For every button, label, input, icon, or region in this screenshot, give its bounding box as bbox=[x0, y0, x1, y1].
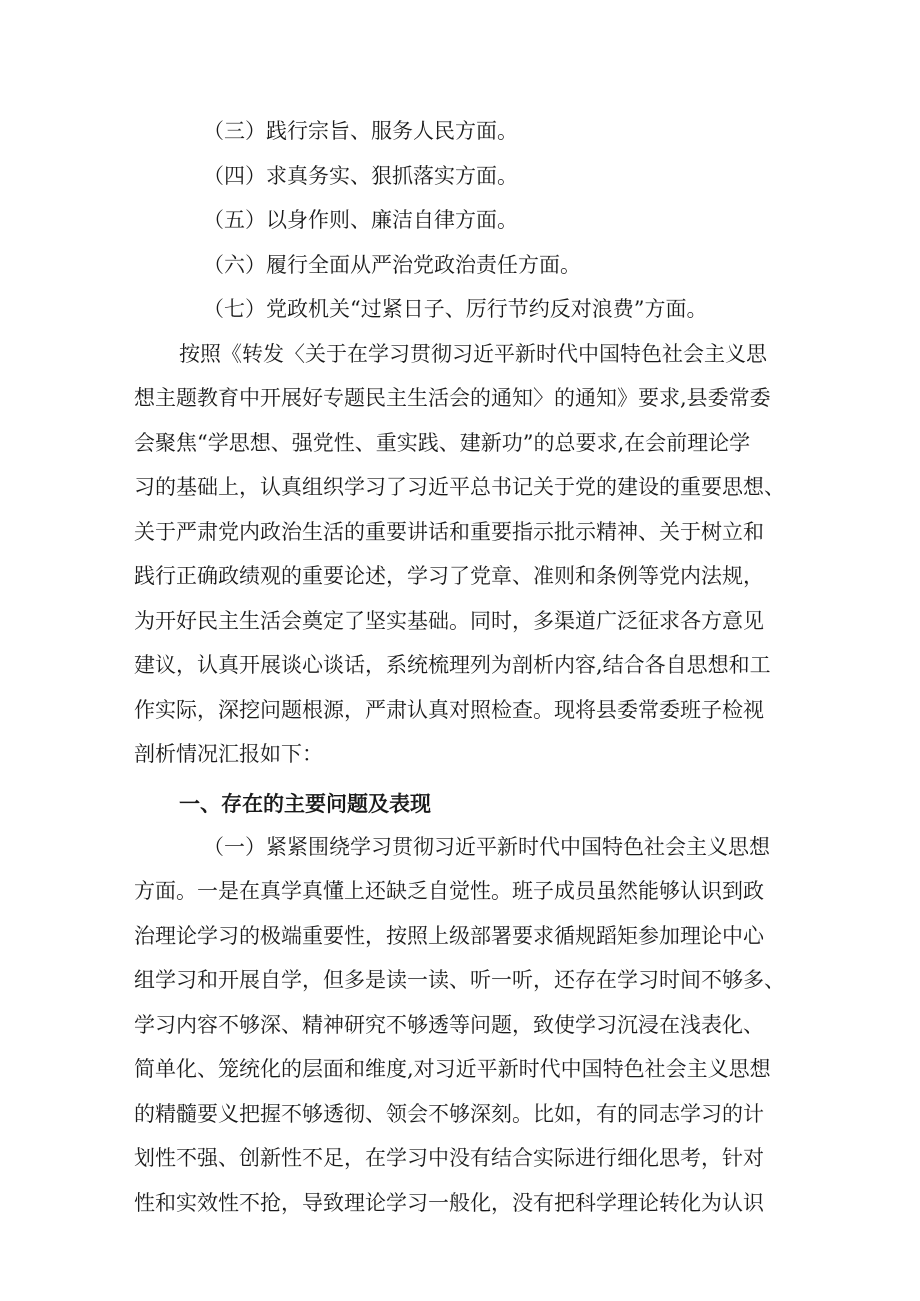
intro-line: 会聚焦“学思想、强党性、重实践、建新功”的总要求,在会前理论学 bbox=[134, 431, 751, 455]
intro-line: 建议，认真开展谈心谈话，系统梳理列为剖析内容,结合各自思想和工 bbox=[134, 653, 771, 677]
section-line: 划性不强、创新性不足，在学习中没有结合实际进行细化思考，针对 bbox=[134, 1146, 764, 1170]
section-line: 简单化、笼统化的层面和维度,对习近平新时代中国特色社会主义思想 bbox=[134, 1057, 771, 1081]
intro-line: 关于严肃党内政治生活的重要讲话和重要指示批示精神、关于树立和 bbox=[134, 520, 764, 544]
intro-line: 剖析情况汇报如下： bbox=[134, 742, 323, 766]
intro-line: 作实际，深挖问题根源，严肃认真对照检查。现将县委常委班子检视 bbox=[134, 698, 764, 722]
section-line: （一）紧紧围绕学习贯彻习近平新时代中国特色社会主义思想 bbox=[203, 835, 770, 859]
list-item-3: （三）践行宗旨、服务人民方面。 bbox=[203, 119, 518, 143]
section-heading: 一、存在的主要问题及表现 bbox=[179, 792, 431, 816]
section-line: 治理论学习的极端重要性，按照上级部署要求循规蹈矩参加理论中心 bbox=[134, 924, 764, 948]
intro-line: 想主题教育中开展好专题民主生活会的通知〉的通知》要求,县委常委 bbox=[134, 386, 771, 410]
list-item-6: （六）履行全面从严治党政治责任方面。 bbox=[203, 253, 581, 277]
list-item-5: （五）以身作则、廉洁自律方面。 bbox=[203, 208, 518, 232]
intro-line: 为开好民主生活会奠定了坚实基础。同时，多渠道广泛征求各方意见 bbox=[134, 609, 764, 633]
section-line: 组学习和开展自学，但多是读一读、听一听，还存在学习时间不够多、 bbox=[134, 968, 785, 992]
intro-line: 践行正确政绩观的重要论述，学习了党章、准则和条例等党内法规， bbox=[134, 564, 764, 588]
list-item-7: （七）党政机关“过紧日子、厉行节约反对浪费”方面。 bbox=[203, 297, 708, 321]
section-line: 的精髓要义把握不够透彻、领会不够深刻。比如，有的同志学习的计 bbox=[134, 1102, 764, 1126]
section-line: 学习内容不够深、精神研究不够透等问题，致使学习沉浸在浅表化、 bbox=[134, 1013, 764, 1037]
list-item-4: （四）求真务实、狠抓落实方面。 bbox=[203, 164, 518, 188]
intro-line: 习的基础上，认真组织学习了习近平总书记关于党的建设的重要思想、 bbox=[134, 475, 785, 499]
section-line: 方面。一是在真学真懂上还缺乏自觉性。班子成员虽然能够认识到政 bbox=[134, 879, 764, 903]
section-line: 性和实效性不抢，导致理论学习一般化，没有把科学理论转化为认识 bbox=[134, 1191, 764, 1215]
intro-line: 按照《转发〈关于在学习贯彻习近平新时代中国特色社会主义思 bbox=[179, 342, 767, 366]
